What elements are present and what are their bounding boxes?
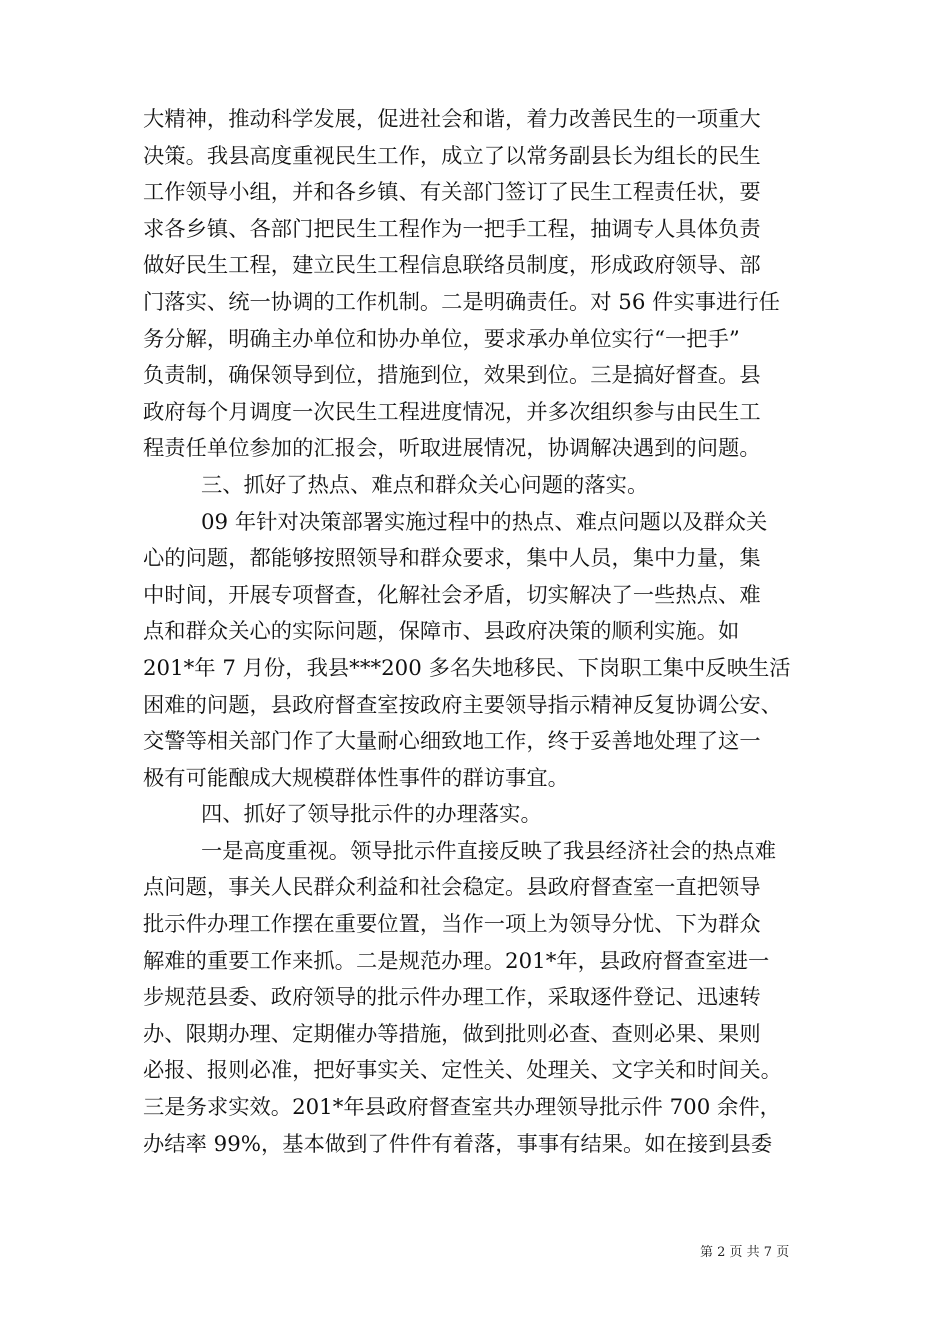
text-line: 困难的问题，县政府督查室按政府主要领导指示精神反复协调公安、 — [143, 692, 782, 718]
section-heading: 三、抓好了热点、难点和群众关心问题的落实。 — [201, 472, 649, 498]
page-number-footer: 第 2 页 共 7 页 — [700, 1245, 790, 1260]
text-line: 决策。我县高度重视民生工作，成立了以常务副县长为组长的民生 — [143, 143, 761, 169]
paragraph-first-line: 09 年针对决策部署实施过程中的热点、难点问题以及群众关 — [201, 509, 768, 535]
text-line: 办结率 99%，基本做到了件件有着落，事事有结果。如在接到县委 — [143, 1131, 773, 1157]
text-line: 步规范县委、政府领导的批示件办理工作，采取逐件登记、迅速转 — [143, 985, 761, 1011]
text-line: 三是务求实效。201*年县政府督查室共办理领导批示件 700 余件， — [143, 1095, 781, 1121]
text-line: 必报、报则必准，把好事实关、定性关、处理关、文字关和时间关。 — [143, 1058, 782, 1084]
text-line: 政府每个月调度一次民生工程进度情况，并多次组织参与由民生工 — [143, 399, 761, 425]
text-line: 201*年 7 月份，我县***200 多名失地移民、下岗职工集中反映生活 — [143, 655, 791, 681]
text-line: 点问题，事关人民群众利益和社会稳定。县政府督查室一直把领导 — [143, 875, 761, 901]
text-line: 中时间，开展专项督查，化解社会矛盾，切实解决了一些热点、难 — [143, 582, 761, 608]
text-line: 务分解，明确主办单位和协办单位，要求承办单位实行“一把手” — [143, 326, 740, 352]
document-body — [143, 102, 815, 1163]
text-line: 极有可能酿成大规模群体性事件的群访事宜。 — [143, 765, 569, 791]
text-line: 办、限期办理、定期催办等措施，做到批则必查、查则必果、果则 — [143, 1021, 761, 1047]
text-line: 心的问题，都能够按照领导和群众要求，集中人员，集中力量，集 — [143, 546, 761, 572]
text-line: 交警等相关部门作了大量耐心细致地工作，终于妥善地处理了这一 — [143, 729, 761, 755]
text-line: 解难的重要工作来抓。二是规范办理。201*年，县政府督查室进一 — [143, 948, 770, 974]
text-line: 负责制，确保领导到位，措施到位，效果到位。三是搞好督查。县 — [143, 363, 761, 389]
text-line: 门落实、统一协调的工作机制。二是明确责任。对 56 件实事进行任 — [143, 289, 780, 315]
section-heading: 四、抓好了领导批示件的办理落实。 — [201, 802, 542, 828]
text-line: 程责任单位参加的汇报会，听取进展情况，协调解决遇到的问题。 — [143, 436, 761, 462]
text-line: 求各乡镇、各部门把民生工程作为一把手工程，抽调专人具体负责 — [143, 216, 761, 242]
text-line: 点和群众关心的实际问题，保障市、县政府决策的顺利实施。如 — [143, 619, 740, 645]
text-line: 工作领导小组，并和各乡镇、有关部门签订了民生工程责任状，要 — [143, 180, 761, 206]
text-line: 批示件办理工作摆在重要位置，当作一项上为领导分忧、下为群众 — [143, 912, 761, 938]
text-line: 大精神，推动科学发展，促进社会和谐，着力改善民生的一项重大 — [143, 107, 761, 132]
paragraph-first-line: 一是高度重视。领导批示件直接反映了我县经济社会的热点难 — [201, 838, 777, 864]
text-line: 做好民生工程，建立民生工程信息联络员制度，形成政府领导、部 — [143, 253, 761, 279]
